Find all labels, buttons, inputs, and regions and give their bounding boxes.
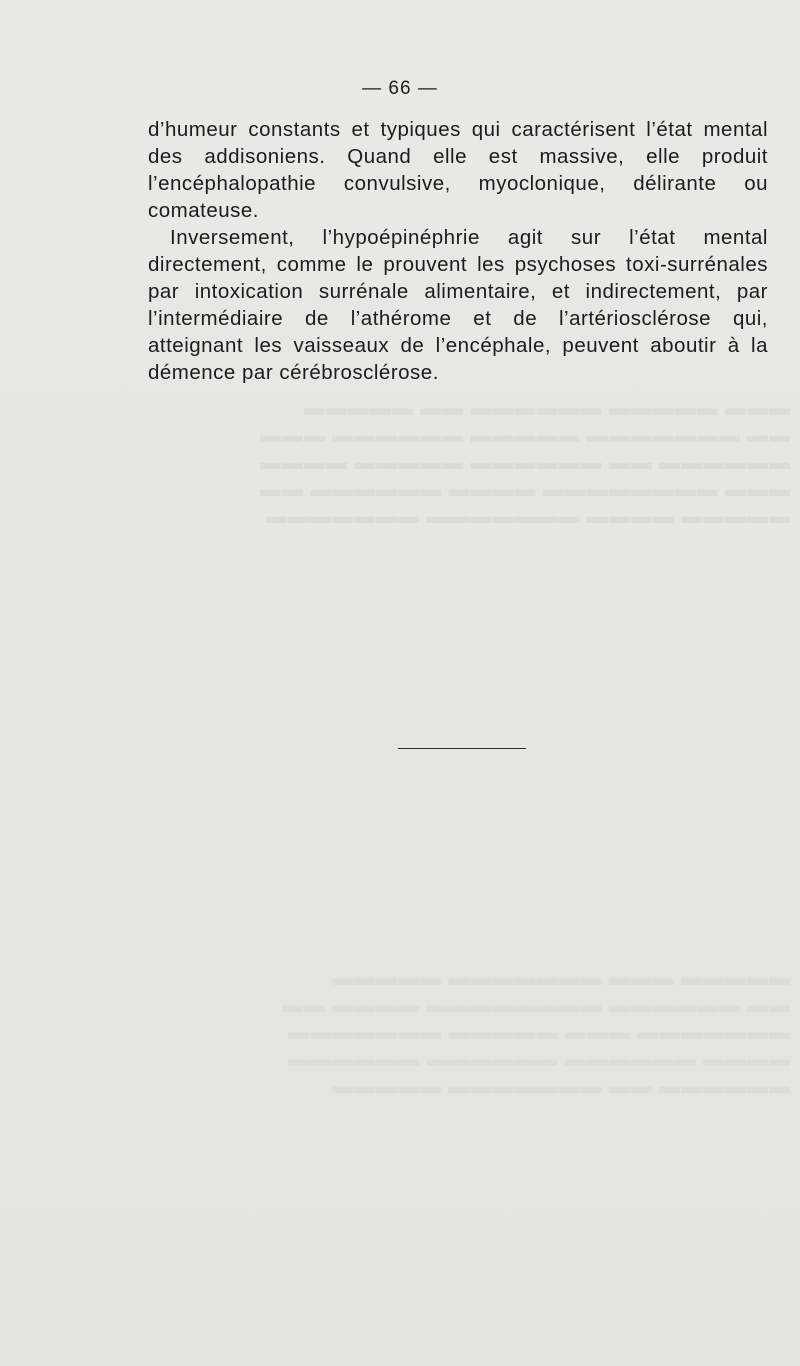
paragraph: Inversement, l’hypoépinéphrie agit sur l’état mental directement, comme le prouvent les psychoses toxi-surrénales par intoxication surrénale alimentaire, et indirectement, par l’intermédiaire de l’athérome et de l’artériosclérose qui, atteignant les vaisseaux de l’encéphale, peuvent aboutir à la démence par cérébrosclérose. (148, 226, 768, 384)
bleed-through-texture: ▬▬▬ ▬▬▬▬▬ ▬▬▬▬▬▬ ▬▬ ▬▬▬▬▬ ▬▬ ▬▬▬▬▬▬▬ ▬▬▬▬▬ ▬▬▬▬▬▬ ▬▬▬ ▬▬▬▬▬▬ ▬▬ ▬▬▬▬▬▬ ▬▬▬▬▬ ▬▬▬▬ ▬▬▬ ▬▬▬▬▬▬▬▬ ▬▬▬▬ ▬▬▬▬▬▬ ▬▬ ▬▬▬▬▬ ▬▬▬▬ ▬▬▬▬▬▬▬ ▬▬▬▬▬▬▬ (259, 396, 790, 528)
body-text (148, 116, 768, 386)
bleed-through-texture-lower (150, 965, 790, 1100)
paragraph-continuation: d’humeur constants et typiques qui caractérisent l’état mental des addisoniens. Quand elle est massive, elle produit l’encéphalopathie convulsive, myoclonique, délirante ou comateuse. (148, 118, 768, 222)
section-divider (398, 748, 526, 749)
page-number: — 66 — (362, 78, 438, 99)
